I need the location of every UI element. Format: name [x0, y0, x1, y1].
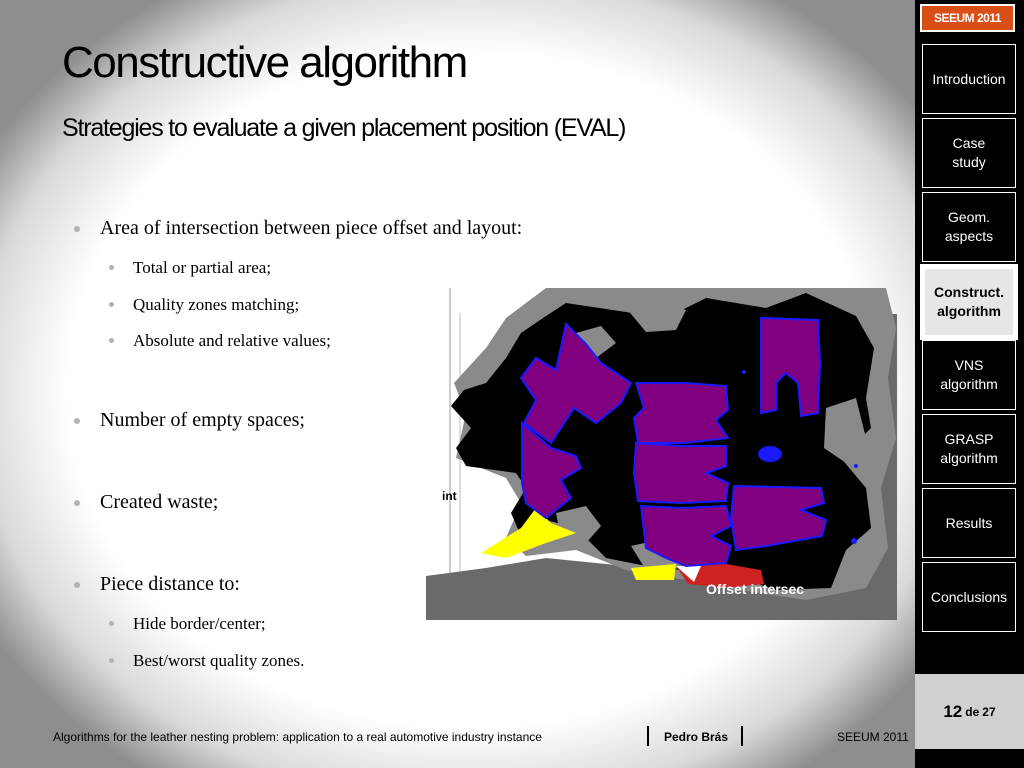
- nested-piece: [634, 383, 728, 443]
- nav-item-conclusions[interactable]: [922, 562, 1016, 632]
- nav-item-label: Results: [945, 514, 993, 531]
- nav-item-introduction[interactable]: [922, 44, 1016, 114]
- sub-bullet-item: Total or partial area;: [133, 258, 272, 277]
- slide-subtitle: Strategies to evaluate a given placement position (EVAL): [62, 114, 626, 142]
- bullet-dot: [74, 226, 80, 232]
- nav-item-construct-algorithm[interactable]: [920, 264, 1018, 340]
- page-current: 12: [943, 701, 963, 721]
- bullet-item: Area of intersection between piece offset and layout:: [100, 217, 523, 239]
- footer-author: Pedro Brás: [664, 730, 729, 744]
- nav-item-vns-algorithm[interactable]: [922, 340, 1016, 410]
- bullet-dot: [74, 418, 80, 424]
- sub-bullet-item: Quality zones matching;: [133, 295, 300, 314]
- bullet-item: Number of empty spaces;: [100, 409, 305, 431]
- slide-title: Constructive algorithm: [62, 38, 467, 87]
- figure-label: Offset intersec: [706, 581, 805, 597]
- footer-caption: Algorithms for the leather nesting problem: application to a real automotive industry instance: [53, 730, 542, 744]
- nav-item-label: Construct. algorithm: [934, 284, 1004, 319]
- sub-bullet-item: Hide border/center;: [133, 614, 266, 633]
- bullet-dot: [109, 338, 114, 343]
- nesting-figure: [426, 288, 897, 620]
- page-total: 27: [982, 704, 996, 719]
- defect-mark: [742, 370, 746, 374]
- nav-item-label: Case study: [952, 135, 986, 170]
- nav-item-label: GRASP algorithm: [940, 431, 998, 466]
- nav-item-geom-aspects[interactable]: [922, 192, 1016, 262]
- nav-item-case-study[interactable]: [922, 118, 1016, 188]
- bullet-dot: [109, 621, 114, 626]
- sub-bullet-item: Absolute and relative values;: [133, 331, 331, 350]
- sub-bullet-item: Best/worst quality zones.: [133, 651, 305, 670]
- defect-mark: [854, 464, 858, 468]
- nav-item-label: Introduction: [932, 70, 1006, 87]
- footer-divider: [741, 726, 743, 746]
- footer-divider: [647, 726, 649, 746]
- defect-mark: [758, 446, 782, 462]
- bullet-dot: [74, 500, 80, 506]
- nav-item-label: VNS algorithm: [940, 357, 998, 392]
- bullet-item: Piece distance to:: [100, 573, 240, 595]
- bullet-dot: [109, 265, 114, 270]
- bullet-dot: [74, 582, 80, 588]
- bullet-dot: [109, 302, 114, 307]
- sidebar: [915, 0, 1024, 768]
- bullet-item: Created waste;: [100, 491, 219, 513]
- brand-badge: SEEUM 2011: [920, 4, 1015, 32]
- defect-mark: [851, 538, 857, 544]
- figure-label: int: [442, 489, 457, 503]
- footer-event: SEEUM 2011: [837, 730, 909, 744]
- nav-item-label: Geom. aspects: [944, 209, 994, 244]
- page-of-label: de: [965, 704, 980, 719]
- page-indicator: [915, 674, 1024, 749]
- nav-item-label: Conclusions: [930, 588, 1008, 605]
- bullet-dot: [109, 658, 114, 663]
- nav-item-results[interactable]: [922, 488, 1016, 558]
- nav-item-grasp-algorithm[interactable]: [922, 414, 1016, 484]
